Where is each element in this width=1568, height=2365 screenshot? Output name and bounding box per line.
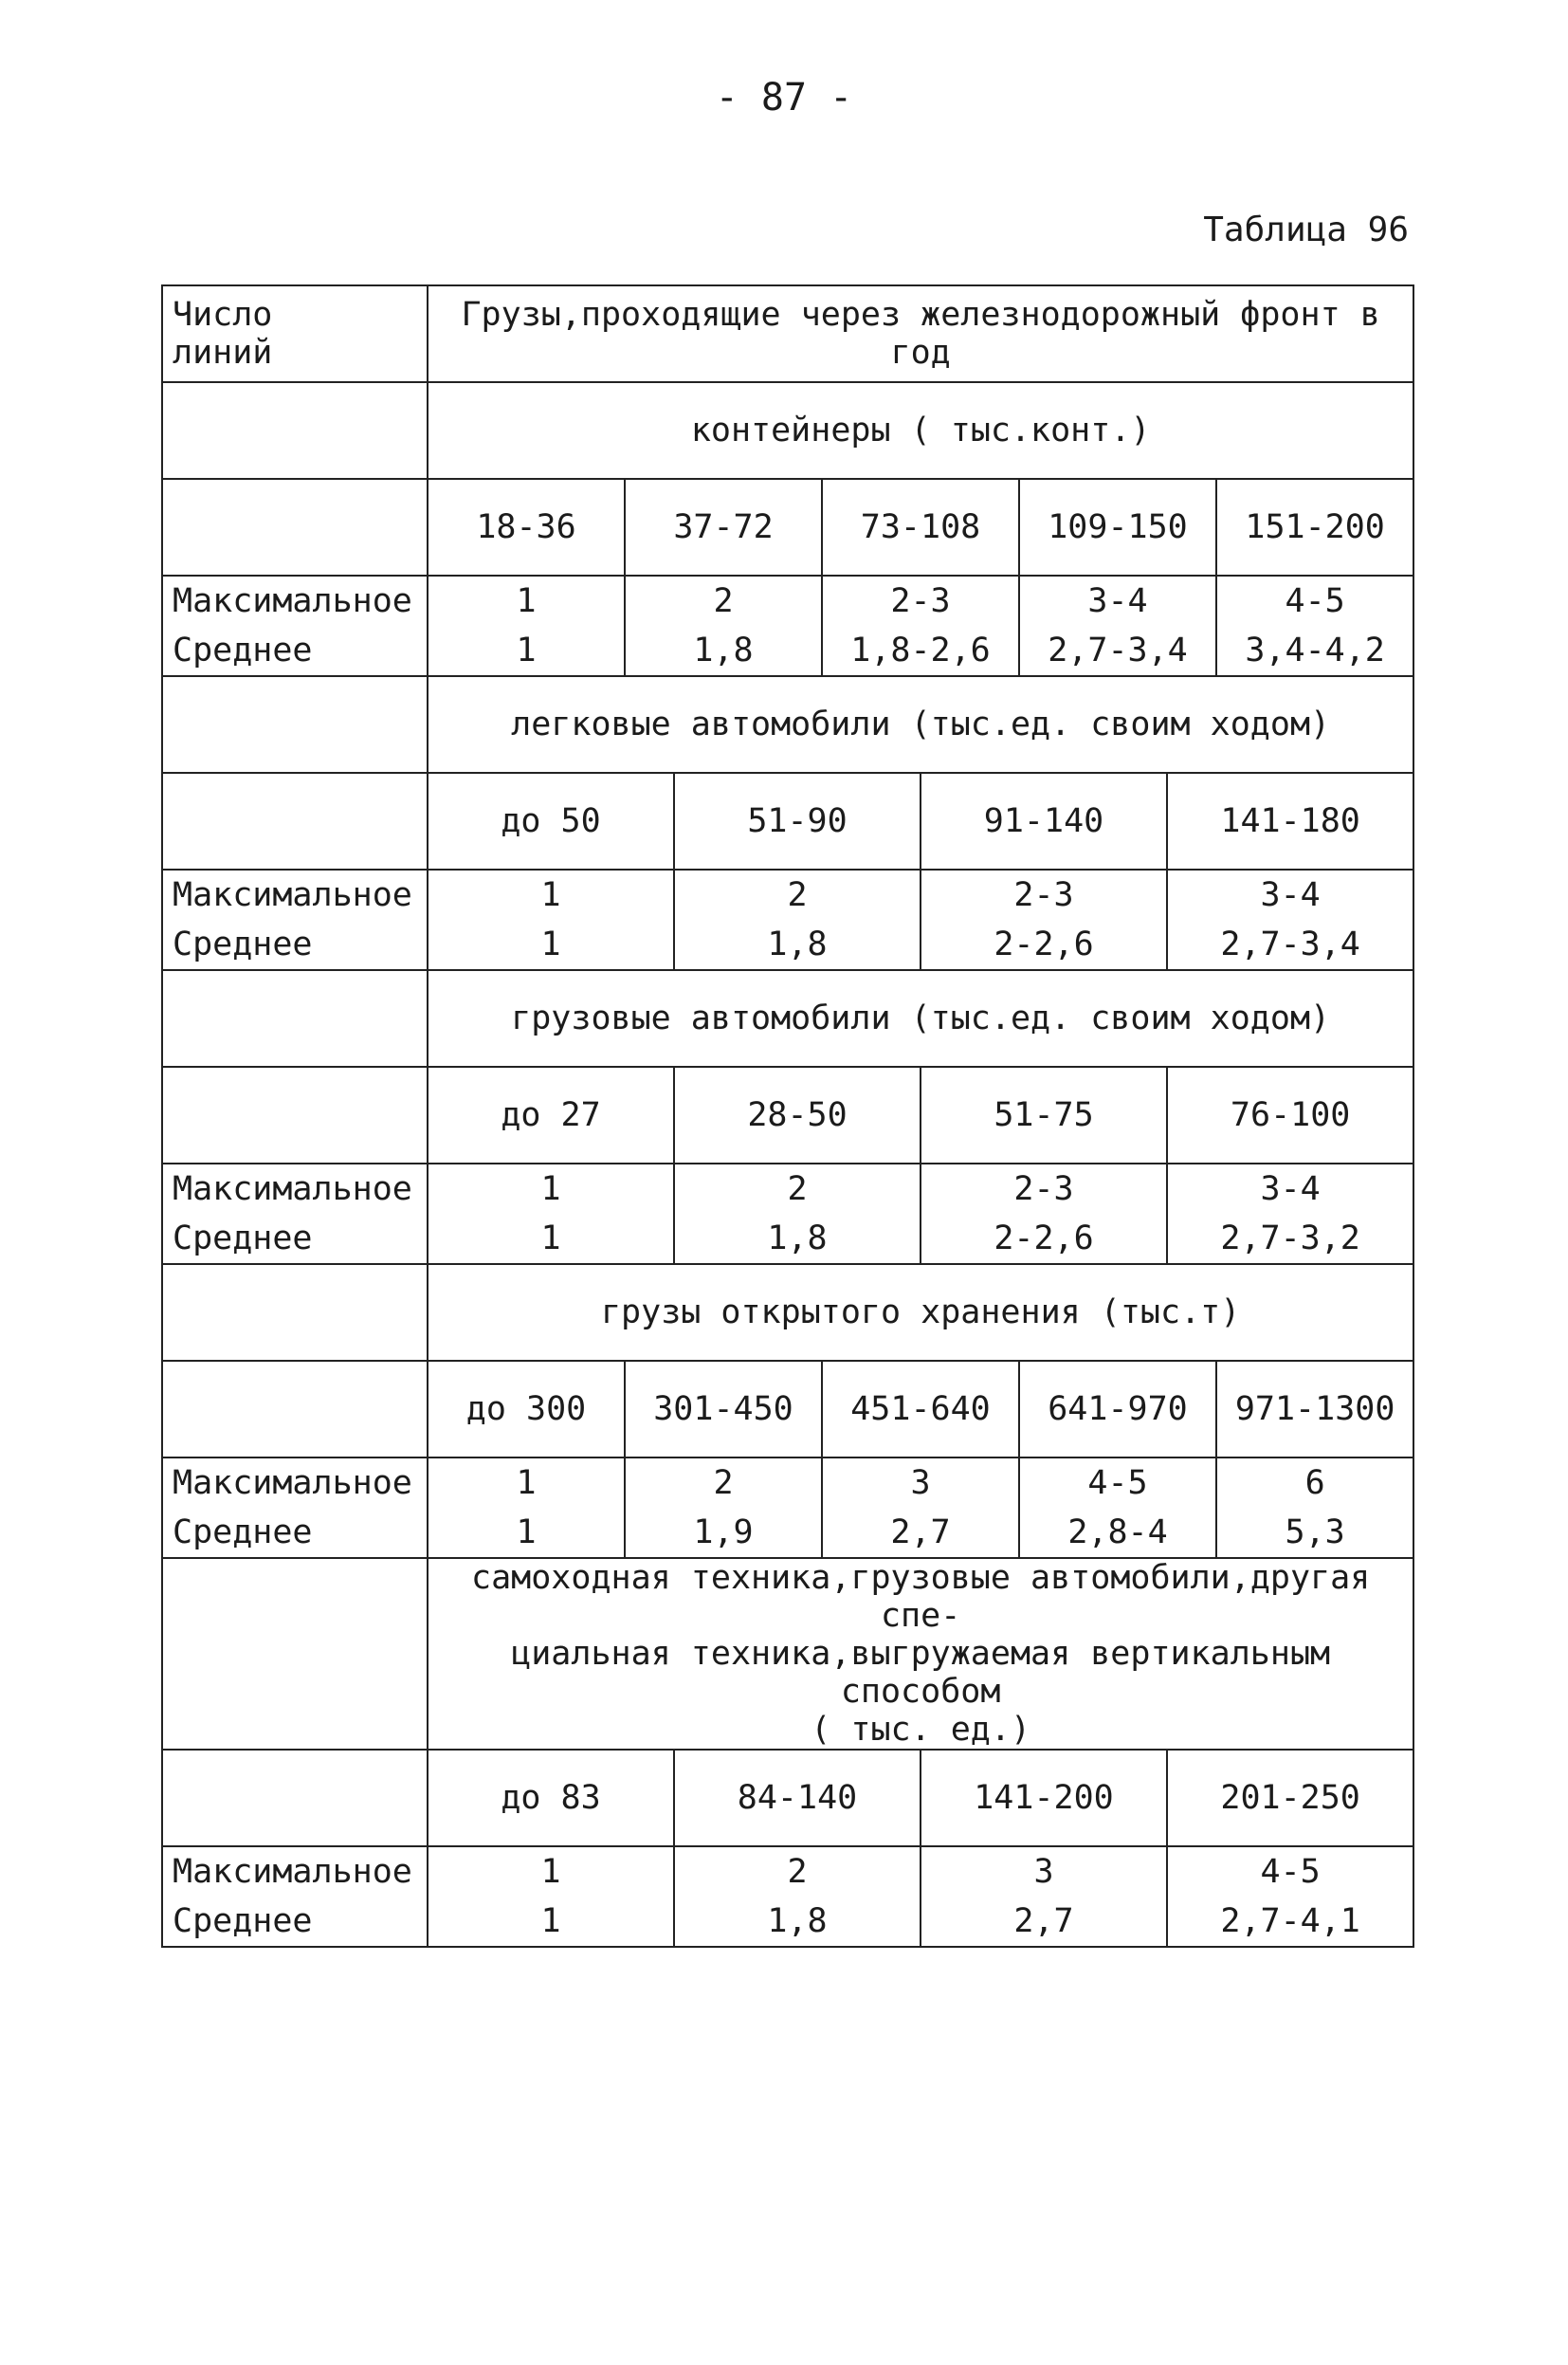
- value-max: 1: [540, 1170, 561, 1208]
- range-row: [162, 479, 1413, 576]
- main-header-text: Грузы,проходящие через железнодорожный фронт в год: [461, 296, 1380, 372]
- row-label-avg: Среднее: [173, 926, 313, 963]
- main-header: [428, 285, 1413, 382]
- stub-cell: [162, 1558, 428, 1750]
- range-cell: [674, 1750, 921, 1846]
- value-max: 1: [516, 1464, 537, 1502]
- section-title-row: [162, 970, 1413, 1067]
- value-avg: 2,7-4,1: [1220, 1902, 1360, 1940]
- value-cell: [428, 1846, 674, 1947]
- value-max: 1: [516, 582, 537, 620]
- value-cell: [822, 576, 1019, 676]
- row-label-avg: Среднее: [173, 1513, 313, 1551]
- section-title-row: [162, 1264, 1413, 1361]
- value-cell: [1019, 1458, 1216, 1558]
- value-max: 4-5: [1087, 1464, 1148, 1502]
- value-cell: [921, 1164, 1167, 1264]
- section-title-line: циальная техника,выгружаемая вертикальным способом: [511, 1635, 1331, 1711]
- value-cell: [674, 1164, 921, 1264]
- value-cell: [1167, 1846, 1413, 1947]
- values-row: [162, 870, 1413, 970]
- range-cell: [921, 1067, 1167, 1164]
- value-avg: 2,7-3,4: [1048, 632, 1188, 669]
- range-cell: [1216, 1361, 1413, 1458]
- stub-cell: [162, 970, 428, 1067]
- value-cell: [1167, 1164, 1413, 1264]
- range-label: 76-100: [1230, 1096, 1351, 1134]
- section-title-row: [162, 1558, 1413, 1750]
- row-label-avg: Среднее: [173, 1219, 313, 1257]
- range-cell: [428, 1067, 674, 1164]
- range-label: 151-200: [1245, 508, 1385, 546]
- range-label: 301-450: [653, 1390, 793, 1428]
- row-label-avg: Среднее: [173, 1902, 313, 1940]
- value-avg: 5,3: [1285, 1513, 1345, 1551]
- range-label: 971-1300: [1234, 1390, 1395, 1428]
- range-cell: [625, 479, 822, 576]
- value-max: 1: [540, 876, 561, 914]
- range-label: 91-140: [983, 802, 1104, 840]
- section-title: [428, 382, 1413, 479]
- range-label: 18-36: [476, 508, 576, 546]
- section-title-line: легковые автомобили (тыс.ед. своим ходом): [511, 706, 1331, 743]
- value-avg: 2-2,6: [994, 1219, 1094, 1257]
- section-title: [428, 1264, 1413, 1361]
- value-avg: 1: [516, 632, 537, 669]
- stub-cell: [162, 773, 428, 870]
- range-label: 73-108: [860, 508, 981, 546]
- value-cell: [1216, 1458, 1413, 1558]
- range-cell: [921, 773, 1167, 870]
- range-label: 28-50: [747, 1096, 848, 1134]
- row-labels: [162, 1846, 428, 1947]
- row-labels: [162, 1164, 428, 1264]
- value-max: 6: [1304, 1464, 1325, 1502]
- row-label-max: Максимальное: [173, 876, 412, 914]
- range-label: до 50: [501, 802, 601, 840]
- value-avg: 2,7-3,4: [1220, 926, 1360, 963]
- range-cell: [428, 773, 674, 870]
- value-cell: [428, 576, 625, 676]
- range-cell: [1167, 773, 1413, 870]
- value-max: 2: [787, 1170, 808, 1208]
- range-cell: [1019, 479, 1216, 576]
- range-cell: [921, 1750, 1167, 1846]
- row-labels: [162, 1458, 428, 1558]
- section-title: [428, 1558, 1413, 1750]
- value-cell: [1167, 870, 1413, 970]
- value-cell: [1019, 576, 1216, 676]
- range-label: 37-72: [673, 508, 774, 546]
- corner-line-2: линий: [173, 334, 273, 372]
- section-title-line: ( тыс. ед.): [811, 1711, 1031, 1749]
- range-cell: [822, 479, 1019, 576]
- value-avg: 1,8-2,6: [850, 632, 991, 669]
- main-header-row: [162, 285, 1413, 382]
- range-label: 109-150: [1048, 508, 1188, 546]
- range-label: 641-970: [1048, 1390, 1188, 1428]
- range-cell: [1019, 1361, 1216, 1458]
- value-avg: 2-2,6: [994, 926, 1094, 963]
- range-label: 84-140: [737, 1779, 858, 1817]
- value-max: 3-4: [1260, 1170, 1321, 1208]
- range-label: до 83: [501, 1779, 601, 1817]
- range-label: до 300: [465, 1390, 587, 1428]
- stub-cell: [162, 1361, 428, 1458]
- range-label: 201-250: [1220, 1779, 1360, 1817]
- section-title: [428, 676, 1413, 773]
- stub-cell: [162, 1264, 428, 1361]
- value-cell: [625, 1458, 822, 1558]
- corner-line-1: Число: [173, 296, 273, 334]
- values-row: [162, 1164, 1413, 1264]
- value-cell: [428, 1164, 674, 1264]
- value-cell: [822, 1458, 1019, 1558]
- value-avg: 1,8: [693, 632, 754, 669]
- value-avg: 2,7-3,2: [1220, 1219, 1360, 1257]
- row-labels: [162, 870, 428, 970]
- row-label-max: Максимальное: [173, 1853, 412, 1891]
- value-avg: 2,7: [890, 1513, 951, 1551]
- range-row: [162, 1750, 1413, 1846]
- value-avg: 1: [540, 926, 561, 963]
- row-label-avg: Среднее: [173, 632, 313, 669]
- value-cell: [428, 870, 674, 970]
- value-avg: 2,7: [1013, 1902, 1074, 1940]
- page-number: - 87 -: [715, 76, 853, 119]
- value-cell: [921, 1846, 1167, 1947]
- range-cell: [625, 1361, 822, 1458]
- value-max: 1: [540, 1853, 561, 1891]
- value-max: 3: [910, 1464, 931, 1502]
- value-avg: 1: [516, 1513, 537, 1551]
- row-label-max: Максимальное: [173, 1464, 412, 1502]
- stub-cell: [162, 479, 428, 576]
- corner-cell: [162, 285, 428, 382]
- value-cell: [428, 1458, 625, 1558]
- row-label-max: Максимальное: [173, 582, 412, 620]
- value-avg: 1,9: [693, 1513, 754, 1551]
- row-labels: [162, 576, 428, 676]
- section-title-line: грузовые автомобили (тыс.ед. своим ходом): [511, 999, 1331, 1037]
- range-cell: [428, 479, 625, 576]
- section-title-row: [162, 676, 1413, 773]
- range-label: 51-90: [747, 802, 848, 840]
- table-title: Таблица 96: [1203, 211, 1409, 249]
- range-row: [162, 1067, 1413, 1164]
- value-avg: 1,8: [767, 1902, 828, 1940]
- range-label: до 27: [501, 1096, 601, 1134]
- value-max: 4-5: [1285, 582, 1345, 620]
- stub-cell: [162, 382, 428, 479]
- value-avg: 1: [540, 1902, 561, 1940]
- value-avg: 2,8-4: [1067, 1513, 1168, 1551]
- value-max: 2-3: [890, 582, 951, 620]
- value-avg: 3,4-4,2: [1245, 632, 1385, 669]
- value-max: 2: [787, 1853, 808, 1891]
- value-avg: 1: [540, 1219, 561, 1257]
- range-cell: [428, 1361, 625, 1458]
- value-max: 2-3: [1013, 1170, 1074, 1208]
- range-row: [162, 1361, 1413, 1458]
- range-label: 51-75: [994, 1096, 1094, 1134]
- freight-table-grid: [161, 284, 1414, 1948]
- value-avg: 1,8: [767, 926, 828, 963]
- value-cell: [1216, 576, 1413, 676]
- freight-table: [161, 284, 1413, 1948]
- range-cell: [674, 1067, 921, 1164]
- value-max: 2: [713, 1464, 734, 1502]
- value-cell: [674, 870, 921, 970]
- range-cell: [822, 1361, 1019, 1458]
- values-row: [162, 1458, 1413, 1558]
- value-max: 4-5: [1260, 1853, 1321, 1891]
- value-cell: [674, 1846, 921, 1947]
- section-title-line: самоходная техника,грузовые автомобили,другая спе-: [471, 1559, 1371, 1635]
- section-title-line: контейнеры ( тыс.конт.): [690, 412, 1151, 449]
- values-row: [162, 1846, 1413, 1947]
- values-row: [162, 576, 1413, 676]
- range-row: [162, 773, 1413, 870]
- range-cell: [428, 1750, 674, 1846]
- stub-cell: [162, 676, 428, 773]
- range-label: 451-640: [850, 1390, 991, 1428]
- value-cell: [625, 576, 822, 676]
- range-cell: [1216, 479, 1413, 576]
- range-cell: [1167, 1067, 1413, 1164]
- range-label: 141-200: [974, 1779, 1114, 1817]
- value-max: 3: [1033, 1853, 1054, 1891]
- value-avg: 1,8: [767, 1219, 828, 1257]
- value-cell: [921, 870, 1167, 970]
- section-title: [428, 970, 1413, 1067]
- value-max: 3-4: [1260, 876, 1321, 914]
- stub-cell: [162, 1067, 428, 1164]
- range-cell: [1167, 1750, 1413, 1846]
- section-title-line: грузы открытого хранения (тыс.т): [600, 1293, 1241, 1331]
- range-cell: [674, 773, 921, 870]
- value-max: 2-3: [1013, 876, 1074, 914]
- section-title-row: [162, 382, 1413, 479]
- value-max: 2: [713, 582, 734, 620]
- row-label-max: Максимальное: [173, 1170, 412, 1208]
- range-label: 141-180: [1220, 802, 1360, 840]
- value-max: 3-4: [1087, 582, 1148, 620]
- value-max: 2: [787, 876, 808, 914]
- stub-cell: [162, 1750, 428, 1846]
